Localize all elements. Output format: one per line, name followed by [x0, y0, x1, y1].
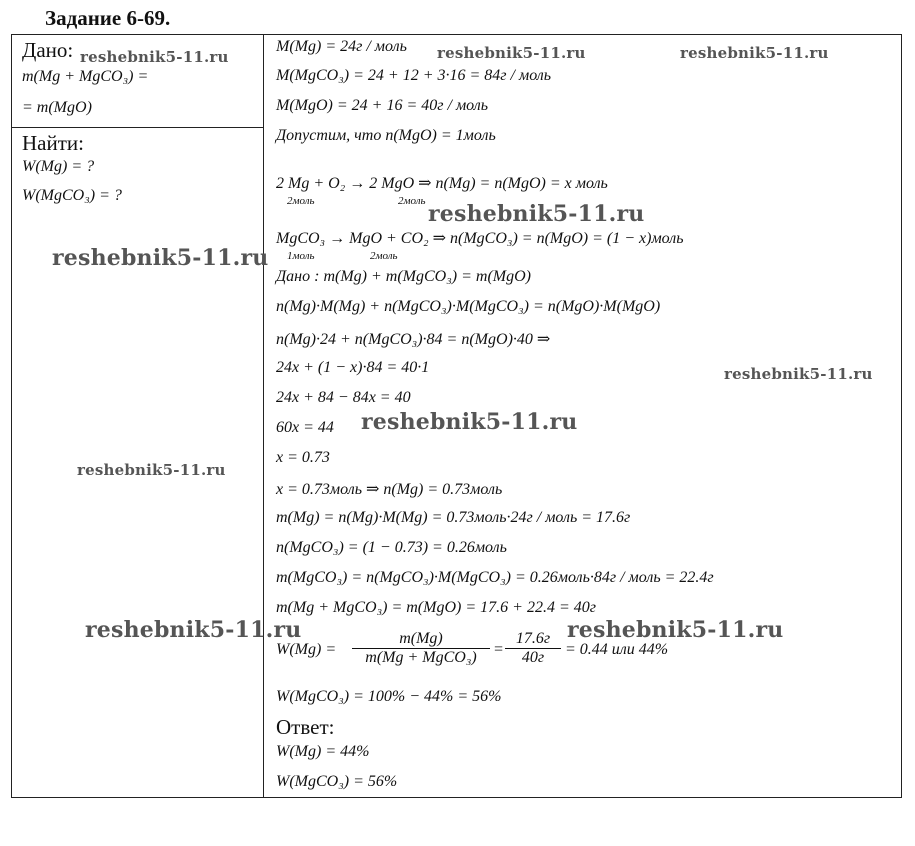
subscript-label: 2моль [370, 250, 398, 262]
subscript-label: 2моль [287, 195, 315, 207]
watermark: reshebnik5-11.ru [52, 245, 269, 271]
wmg-fraction-1 [352, 630, 490, 667]
watermark: reshebnik5-11.ru [85, 617, 302, 643]
solution-line: x = 0.73моль ⇒ n(Mg) = 0.73моль [276, 481, 503, 498]
find-label: Найти: [22, 131, 84, 155]
solution-line: m(Mg) = n(Mg)·M(Mg) = 0.73моль·24г / моль = 17.6г [276, 509, 631, 526]
answer-line-1: W(Mg) = 44% [276, 743, 370, 760]
wmg-denominator-1: m(Mg + MgCO₃) [365, 649, 477, 666]
solution-line: x = 0.73 [276, 449, 330, 466]
solution-line: 24x + (1 − x)·84 = 40·1 [276, 359, 430, 376]
answer-label: Ответ: [276, 715, 335, 739]
solution-line: M(Mg) = 24г / моль [276, 38, 407, 55]
find-line-1: W(Mg) = ? [22, 158, 95, 175]
task-title: Задание 6-69. [45, 6, 171, 30]
watermark: reshebnik5-11.ru [567, 617, 784, 643]
wmg-fraction-2 [505, 630, 561, 667]
solution-line: Дано : m(Mg) + m(MgCO₃) = m(MgO) [276, 268, 531, 285]
watermark: reshebnik5-11.ru [437, 44, 586, 62]
watermark: reshebnik5-11.ru [80, 48, 229, 66]
solution-line: m(MgCO₃) = n(MgCO₃)·M(MgCO₃) = 0.26моль·84г / моль = 22.4г [276, 569, 714, 586]
solution-line: M(MgCO₃) = 24 + 12 + 3·16 = 84г / моль [276, 67, 552, 84]
wmg-equals: = [493, 641, 504, 658]
wmg-numerator-1: m(Mg) [352, 630, 490, 649]
wmgco3-line: W(MgCO₃) = 100% − 44% = 56% [276, 688, 502, 705]
solution-line: 60x = 44 [276, 419, 334, 436]
solution-line: n(Mg)·24 + n(MgCO₃)·84 = n(MgO)·40 ⇒ [276, 331, 551, 348]
wmg-lhs: W(Mg) = [276, 641, 337, 658]
answer-line-2: W(MgCO₃) = 56% [276, 773, 398, 790]
column-divider [263, 34, 264, 798]
solution-line: m(Mg + MgCO₃) = m(MgO) = 17.6 + 22.4 = 40г [276, 599, 596, 616]
wmg-denominator-2: 40г [521, 649, 545, 666]
watermark: reshebnik5-11.ru [361, 409, 578, 435]
given-line-1: m(Mg + MgCO₃) = [22, 68, 149, 85]
watermark: reshebnik5-11.ru [680, 44, 829, 62]
given-line-2: = m(MgO) [22, 99, 92, 116]
watermark: reshebnik5-11.ru [77, 461, 226, 479]
solution-line: n(Mg)·M(Mg) + n(MgCO₃)·M(MgCO₃) = n(MgO)·M(MgO) [276, 298, 661, 315]
subscript-label: 1моль [287, 250, 315, 262]
find-line-2: W(MgCO₃) = ? [22, 187, 122, 204]
subscript-label: 2моль [398, 195, 426, 207]
solution-line: 2 Mg + O₂ → 2 MgO ⇒ n(Mg) = n(MgO) = x моль [276, 175, 608, 192]
given-label: Дано: [22, 38, 74, 62]
solution-line: M(MgO) = 24 + 16 = 40г / моль [276, 97, 489, 114]
solution-line: MgCO₃ → MgO + CO₂ ⇒ n(MgCO₃) = n(MgO) = (1 − x)моль [276, 230, 684, 247]
solution-line: 24x + 84 − 84x = 40 [276, 389, 411, 406]
given-find-separator [11, 127, 264, 128]
wmg-result: = 0.44 или 44% [565, 641, 669, 658]
watermark: reshebnik5-11.ru [724, 365, 873, 383]
solution-line: n(MgCO₃) = (1 − 0.73) = 0.26моль [276, 539, 507, 556]
solution-line: Допустим, что n(MgO) = 1моль [276, 127, 496, 144]
wmg-numerator-2: 17.6г [505, 630, 561, 649]
watermark: reshebnik5-11.ru [428, 201, 645, 227]
